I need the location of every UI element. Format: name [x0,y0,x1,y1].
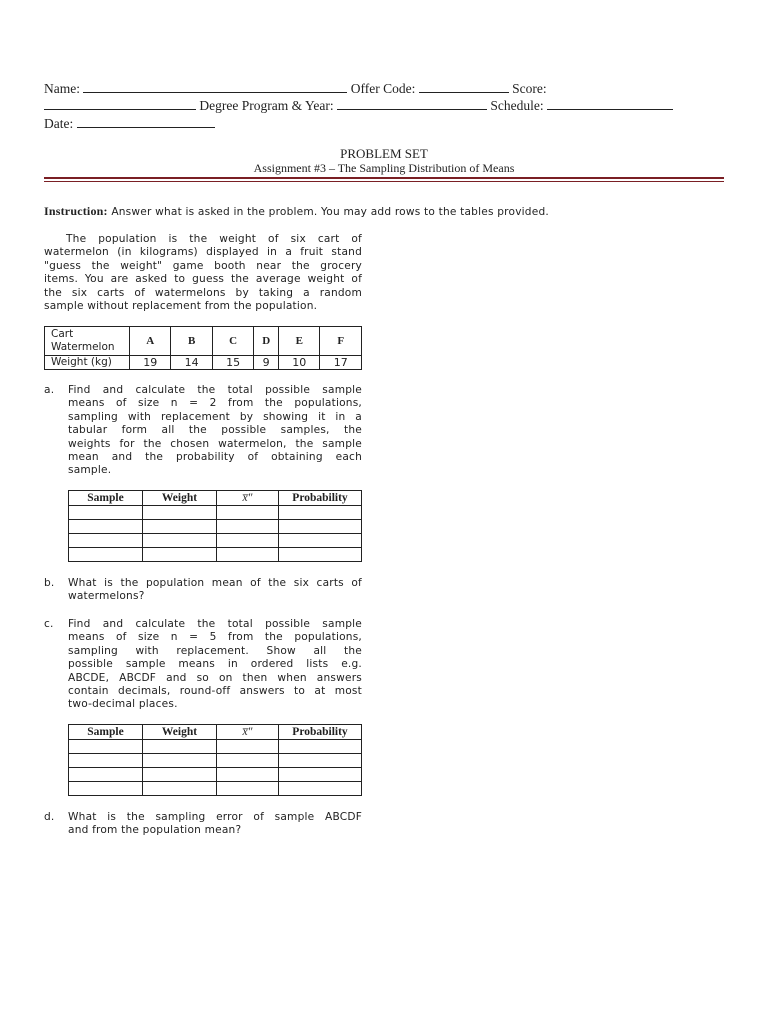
question-line: sample. [68,464,112,477]
question-line: mean and the probability of obtaining each [68,451,362,464]
table-cell: B [171,327,212,356]
table-row [69,491,362,506]
table-header: x̅" [217,725,279,740]
question-line: Find and calculate the total possible sample [68,384,362,396]
offer-code-label: Offer Code: [350,81,416,96]
table-cell: D [254,327,279,356]
table-cell[interactable] [217,754,279,768]
table-row [69,768,362,782]
date-field[interactable] [77,115,215,128]
table-cell[interactable] [279,768,362,782]
table-cell[interactable] [279,520,362,534]
question-d [44,811,362,838]
table-cell[interactable] [69,534,143,548]
question-line: means of size n = 2 from the populations, [68,397,362,410]
question-line: sampling with replacement. Show all the [68,644,362,657]
question-c [44,618,362,712]
table-cell[interactable] [69,506,143,520]
question-line: two-decimal places. [68,698,178,711]
header-row-3 [44,115,215,132]
table-cell: 14 [171,356,212,370]
intro-line: sample without replacement from the population. [44,300,318,313]
table-row [69,534,362,548]
table-cell[interactable] [217,782,279,796]
question-line: Find and calculate the total possible sample [68,618,362,630]
instruction-label: Instruction: [44,204,108,218]
table-cell: F [320,327,362,356]
table-cell[interactable] [69,520,143,534]
question-line: weights for the chosen watermelon, the sample [68,437,362,450]
table-row [69,740,362,754]
table-cell[interactable] [143,754,217,768]
cart-label: Cart [51,328,74,340]
cart-weight-table [44,326,362,370]
table-cell: E [279,327,320,356]
table-cell[interactable] [69,782,143,796]
table-cell[interactable] [217,520,279,534]
table-cell: 10 [279,356,320,370]
degree-program-label: Degree Program & Year: [199,98,334,113]
watermelon-label: Watermelon [51,341,115,353]
table-cell: 9 [254,356,279,370]
question-line: watermelons? [68,590,145,603]
table-cell[interactable] [279,548,362,562]
question-label: c. [44,618,54,630]
table-cell: 19 [130,356,171,370]
table-cell[interactable] [279,506,362,520]
table-header: Sample [69,725,143,740]
table-cell[interactable] [143,782,217,796]
intro-line: items. You are asked to guess the average weight of [44,273,362,286]
table-cell[interactable] [143,740,217,754]
table-row [45,327,362,356]
table-header: Weight [143,725,217,740]
offer-code-field[interactable] [419,80,509,93]
table-cell: 15 [212,356,253,370]
question-line: contain decimals, round-off answers to at most [68,685,362,698]
table-cell[interactable] [69,768,143,782]
question-line: What is the population mean of the six carts of [68,577,362,589]
table-row [69,782,362,796]
title-rule-thick [44,177,724,179]
question-label: a. [44,384,55,396]
table-cell[interactable] [143,548,217,562]
table-cell[interactable] [69,740,143,754]
sample-table-c [68,724,362,796]
table-cell[interactable] [279,754,362,768]
table-cell[interactable] [69,548,143,562]
table-row [69,506,362,520]
intro-paragraph [44,233,362,313]
table-cell[interactable] [143,768,217,782]
table-cell[interactable] [69,754,143,768]
schedule-label: Schedule: [490,98,544,113]
table-cell: A [130,327,171,356]
instruction-text: Answer what is asked in the problem. You may add rows to the tables provided. [107,206,549,218]
table-cell: 17 [320,356,362,370]
intro-line: "guess the weight" game booth near the grocery [44,259,362,272]
table-row [69,520,362,534]
degree-program-field[interactable] [337,97,487,110]
name-label: Name: [44,81,80,96]
date-label: Date: [44,116,74,131]
sample-table-a [68,490,362,562]
table-cell[interactable] [217,548,279,562]
question-line: tabular form all the possible samples, the [68,424,362,437]
table-cell[interactable] [217,534,279,548]
header-row-2 [44,97,673,114]
title-rule-thin [44,181,724,182]
table-cell[interactable] [217,506,279,520]
page-subtitle: Assignment #3 – The Sampling Distribution of Means [253,161,515,175]
table-row [45,356,362,370]
question-line: means of size n = 5 from the populations, [68,631,362,644]
table-header: Probability [279,491,362,506]
table-cell[interactable] [143,534,217,548]
table-row [69,548,362,562]
table-cell[interactable] [279,740,362,754]
schedule-field[interactable] [547,97,673,110]
question-line: possible sample means in ordered lists e.g. [68,658,362,671]
table-header: Weight [143,491,217,506]
question-label: d. [44,811,55,823]
table-cell[interactable] [143,506,217,520]
score-field[interactable] [44,97,196,110]
intro-line: The population is the weight of six cart of [66,233,362,245]
question-line: sampling with replacement by showing it in a [68,410,362,423]
intro-line: the six carts of watermelons by taking a random [44,286,362,299]
table-cell[interactable] [279,782,362,796]
table-cell: C [212,327,253,356]
question-a [44,384,362,478]
question-line: What is the sampling error of sample ABCDF [68,811,362,823]
table-row [69,754,362,768]
table-header: Sample [69,491,143,506]
table-cell[interactable] [217,740,279,754]
table-header: x̅" [217,491,279,506]
score-label: Score: [512,81,547,96]
table-cell: Weight (kg) [45,356,130,370]
page-title: PROBLEM SET [340,146,428,161]
table-header: Probability [279,725,362,740]
table-cell[interactable] [143,520,217,534]
question-b [44,577,362,604]
table-cell[interactable] [217,768,279,782]
table-cell[interactable] [279,534,362,548]
intro-line: watermelon (in kilograms) displayed in a fruit stand [44,246,362,259]
question-line: ABCDE, ABCDF and so on then when answers [68,671,362,684]
header-row-1 [44,80,547,97]
question-line: and from the population mean? [68,824,242,837]
question-label: b. [44,577,55,589]
table-row [69,725,362,740]
table-cell [45,327,130,356]
instruction [44,204,549,219]
name-field[interactable] [83,80,347,93]
